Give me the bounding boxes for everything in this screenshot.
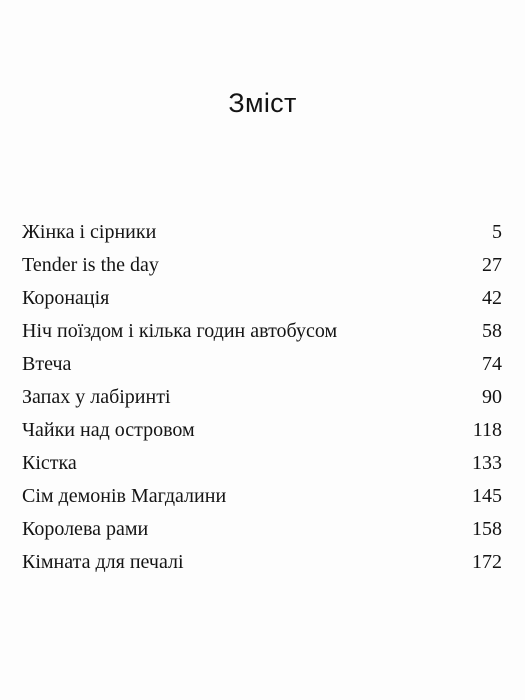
toc-entry-title: Сім демонів Магдалини [22,485,227,507]
toc-entry [22,318,502,351]
toc-entry-title: Чайки над островом [22,419,195,441]
toc-entry-page: 42 [482,287,502,309]
toc-entry-title: Коронація [22,287,110,309]
toc-entry-page: 145 [472,485,502,507]
toc-entry-title: Запах у лабіринті [22,386,171,408]
toc-heading: Зміст [228,88,297,118]
toc-entry-title: Королева рами [22,518,149,540]
toc-entry [22,450,502,483]
toc-entry [22,252,502,285]
toc-entry-page: 133 [472,452,502,474]
toc-entry [22,549,502,582]
toc-entry [22,516,502,549]
toc-entry-title: Втеча [22,353,72,375]
toc-entry [22,417,502,450]
toc-entry [22,384,502,417]
toc-entry-page: 58 [482,320,502,342]
toc-entry-page: 172 [472,551,502,573]
toc-entry-page: 5 [492,221,502,243]
toc-list [22,219,502,582]
toc-entry [22,285,502,318]
toc-entry-page: 158 [472,518,502,540]
toc-entry-page: 118 [472,419,502,441]
toc-entry-title: Кімната для печалі [22,551,184,573]
toc-entry [22,483,502,516]
toc-entry-title: Жінка і сірники [22,221,157,243]
toc-entry-title: Tender is the day [22,254,159,276]
toc-entry [22,219,502,252]
toc-entry-title: Кістка [22,452,77,474]
toc-entry-page: 74 [482,353,502,375]
toc-entry [22,351,502,384]
toc-entry-page: 27 [482,254,502,276]
toc-entry-page: 90 [482,386,502,408]
toc-entry-title: Ніч поїздом і кілька годин автобусом [22,320,338,342]
